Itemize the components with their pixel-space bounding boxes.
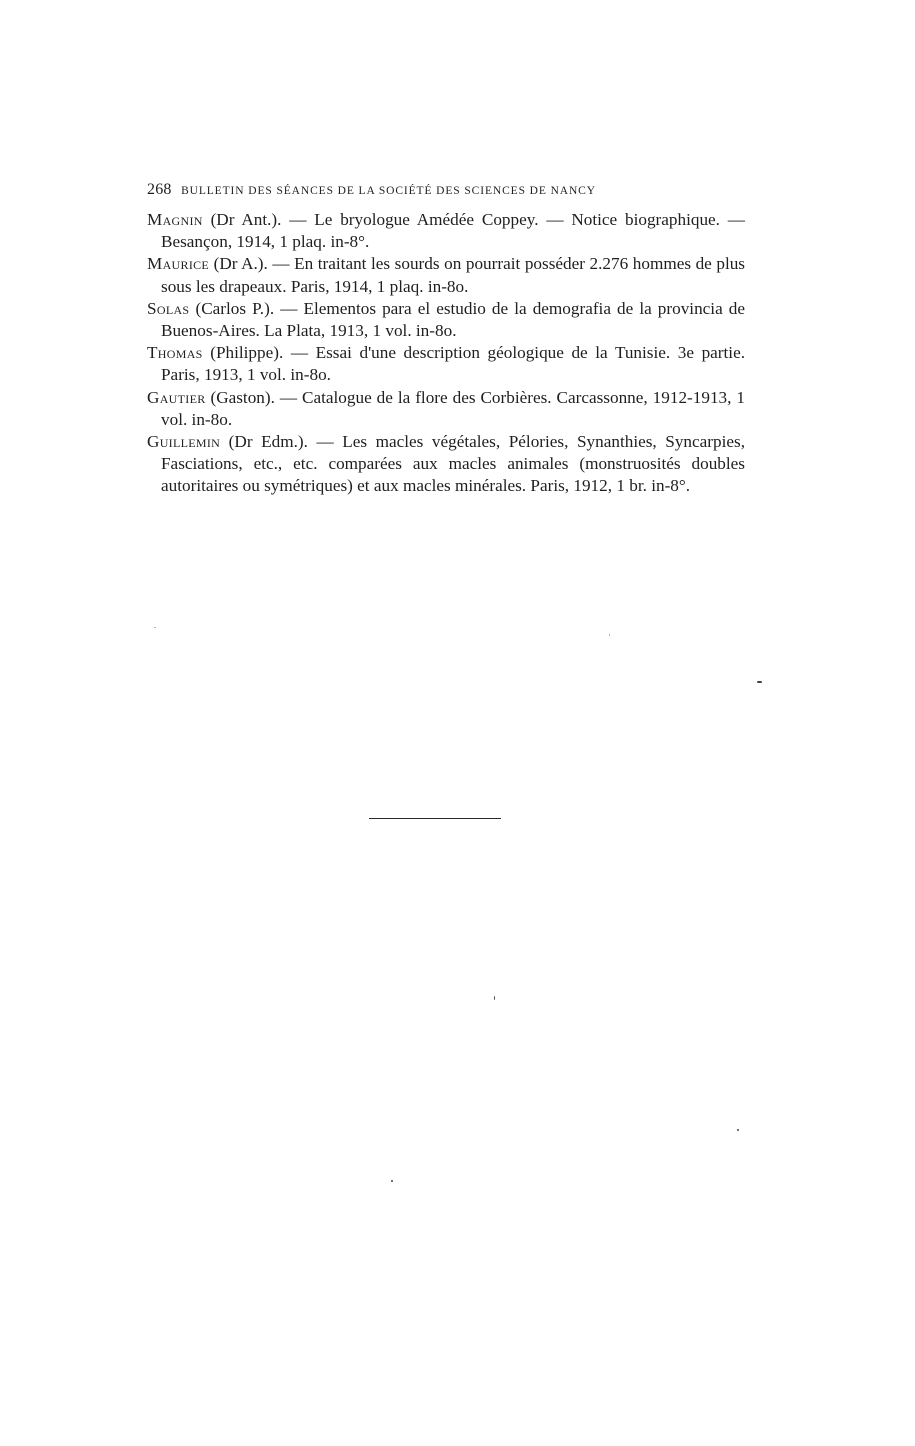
bibliography-entry [147, 253, 745, 297]
scan-speck [757, 681, 762, 683]
scan-speck [494, 996, 495, 1000]
bibliography-entry [147, 298, 745, 342]
scan-speck [737, 1129, 739, 1131]
bibliography-list [147, 209, 745, 498]
entry-text: (Dr A.). — En traitant les sourds on pourrait posséder 2.276 hommes de plus sous les drapeaux. Paris, 1914, 1 plaq. in-8o. [161, 254, 745, 296]
page-header [147, 181, 747, 199]
entry-text: (Dr Ant.). — Le bryologue Amédée Coppey. — Notice biographique. — Besançon, 1914, 1 plaq. in-8°. [161, 210, 745, 252]
entry-text: (Philippe). — Essai d'une description géologique de la Tunisie. 3e partie. Paris, 1913, 1 vol. in-8o. [161, 343, 745, 385]
entry-author: Thomas [147, 343, 203, 363]
scan-speck [391, 1180, 393, 1182]
entry-text: (Gaston). — Catalogue de la flore des Corbières. Carcassonne, 1912-1913, 1 vol. in-8o. [161, 387, 745, 429]
scan-speck [609, 634, 610, 636]
entry-text: (Dr Edm.). — Les macles végétales, Pélories, Synanthies, Syncarpies, Fasciations, etc., etc. comparées aux macles animales (monstruosités doubles autoritaires ou symétriques) et aux macles minérales. Paris, 1912, 1 br. in-8°. [161, 432, 745, 496]
bibliography-entry [147, 387, 745, 431]
entry-author: Guillemin [147, 432, 221, 452]
bibliography-entry [147, 431, 745, 498]
section-end-rule [369, 818, 501, 819]
entry-author: Maurice [147, 254, 210, 274]
entry-author: Gautier [147, 387, 206, 407]
running-title: BULLETIN DES SÉANCES DE LA SOCIÉTÉ DES SCIENCES DE NANCY [181, 185, 596, 197]
bibliography-entry [147, 342, 745, 386]
entry-author: Solas [147, 298, 190, 318]
scan-speck [154, 627, 156, 628]
page-number: 268 [147, 181, 172, 198]
entry-author: Magnin [147, 210, 203, 229]
entry-text: (Carlos P.). — Elementos para el estudio de la demografia de la provincia de Buenos-Aires. La Plata, 1913, 1 vol. in-8o. [161, 298, 745, 341]
bibliography-entry [147, 209, 745, 253]
